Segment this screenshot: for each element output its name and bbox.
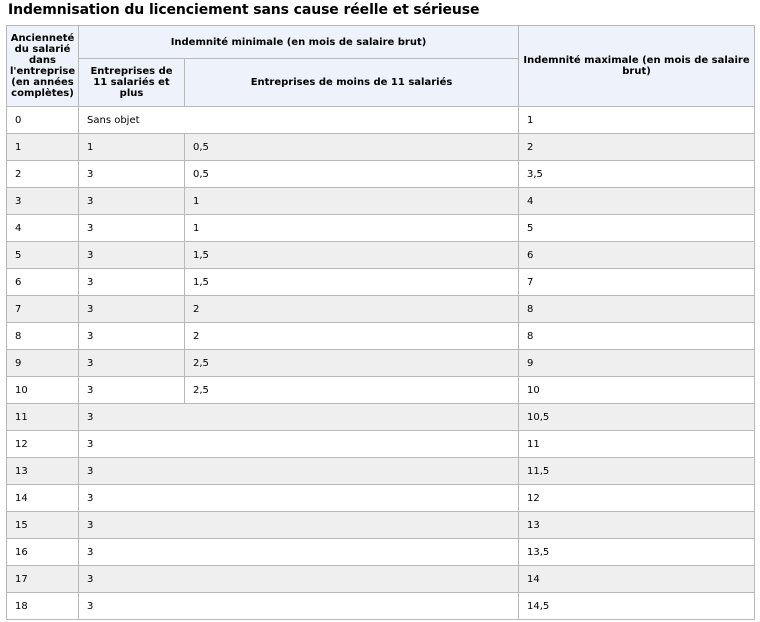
table-row (7, 269, 755, 296)
cell-seniority: 7 (7, 296, 79, 323)
cell-max: 9 (519, 350, 755, 377)
cell-max: 14 (519, 566, 755, 593)
cell-min-merged: 3 (79, 458, 519, 485)
table-row (7, 485, 755, 512)
cell-seniority: 18 (7, 593, 79, 620)
cell-min-small: 2 (185, 323, 519, 350)
table-row (7, 404, 755, 431)
cell-seniority: 2 (7, 161, 79, 188)
table-row (7, 134, 755, 161)
cell-min-merged: 3 (79, 512, 519, 539)
table-row (7, 593, 755, 620)
cell-seniority: 11 (7, 404, 79, 431)
cell-min-large: 1 (79, 134, 185, 161)
cell-max: 13,5 (519, 539, 755, 566)
cell-min-merged: 3 (79, 593, 519, 620)
table-row (7, 350, 755, 377)
cell-seniority: 15 (7, 512, 79, 539)
cell-min-large: 3 (79, 350, 185, 377)
cell-max: 11 (519, 431, 755, 458)
cell-min-large: 3 (79, 296, 185, 323)
cell-min-small: 0,5 (185, 161, 519, 188)
cell-min-small: 1 (185, 188, 519, 215)
cell-min-small: 2,5 (185, 350, 519, 377)
table-row (7, 512, 755, 539)
table-body (7, 107, 755, 620)
cell-min-merged: 3 (79, 566, 519, 593)
cell-max: 11,5 (519, 458, 755, 485)
cell-seniority: 10 (7, 377, 79, 404)
cell-min-large: 3 (79, 161, 185, 188)
table-row (7, 296, 755, 323)
cell-seniority: 5 (7, 242, 79, 269)
cell-max: 3,5 (519, 161, 755, 188)
cell-max: 8 (519, 296, 755, 323)
cell-max: 13 (519, 512, 755, 539)
header-min-group: Indemnité minimale (en mois de salaire brut) (79, 26, 519, 59)
table-row (7, 323, 755, 350)
cell-seniority: 1 (7, 134, 79, 161)
cell-min-large: 3 (79, 188, 185, 215)
table-row (7, 161, 755, 188)
cell-min-small: 2,5 (185, 377, 519, 404)
header-min-small: Entreprises de moins de 11 salariés (185, 59, 519, 107)
cell-seniority: 17 (7, 566, 79, 593)
table-row (7, 107, 755, 134)
cell-seniority: 16 (7, 539, 79, 566)
cell-min-large: 3 (79, 323, 185, 350)
cell-max: 12 (519, 485, 755, 512)
cell-min-large: 3 (79, 269, 185, 296)
cell-max: 2 (519, 134, 755, 161)
cell-seniority: 0 (7, 107, 79, 134)
cell-min-merged: Sans objet (79, 107, 519, 134)
cell-max: 14,5 (519, 593, 755, 620)
cell-min-small: 0,5 (185, 134, 519, 161)
cell-min-large: 3 (79, 242, 185, 269)
cell-min-merged: 3 (79, 485, 519, 512)
indemnity-table (6, 25, 755, 620)
header-seniority: Ancienneté du salarié dans l'entreprise (en années complètes) (7, 26, 79, 107)
cell-seniority: 9 (7, 350, 79, 377)
cell-min-large: 3 (79, 215, 185, 242)
page-title: Indemnisation du licenciement sans cause réelle et sérieuse (8, 2, 480, 18)
cell-seniority: 3 (7, 188, 79, 215)
cell-max: 5 (519, 215, 755, 242)
cell-seniority: 13 (7, 458, 79, 485)
table-row (7, 458, 755, 485)
cell-max: 1 (519, 107, 755, 134)
table-row (7, 539, 755, 566)
table-row (7, 377, 755, 404)
table-row (7, 188, 755, 215)
cell-min-merged: 3 (79, 539, 519, 566)
cell-max: 4 (519, 188, 755, 215)
cell-min-small: 1,5 (185, 269, 519, 296)
cell-max: 6 (519, 242, 755, 269)
cell-min-small: 1 (185, 215, 519, 242)
cell-max: 7 (519, 269, 755, 296)
cell-seniority: 6 (7, 269, 79, 296)
cell-min-merged: 3 (79, 431, 519, 458)
cell-seniority: 12 (7, 431, 79, 458)
header-max: Indemnité maximale (en mois de salaire brut) (519, 26, 755, 107)
cell-seniority: 4 (7, 215, 79, 242)
cell-max: 10,5 (519, 404, 755, 431)
table-row (7, 242, 755, 269)
cell-min-small: 2 (185, 296, 519, 323)
cell-max: 8 (519, 323, 755, 350)
cell-min-small: 1,5 (185, 242, 519, 269)
cell-seniority: 8 (7, 323, 79, 350)
cell-min-large: 3 (79, 377, 185, 404)
cell-seniority: 14 (7, 485, 79, 512)
table-row (7, 431, 755, 458)
cell-max: 10 (519, 377, 755, 404)
table-row (7, 566, 755, 593)
table-row (7, 215, 755, 242)
cell-min-merged: 3 (79, 404, 519, 431)
header-min-large: Entreprises de 11 salariés et plus (79, 59, 185, 107)
